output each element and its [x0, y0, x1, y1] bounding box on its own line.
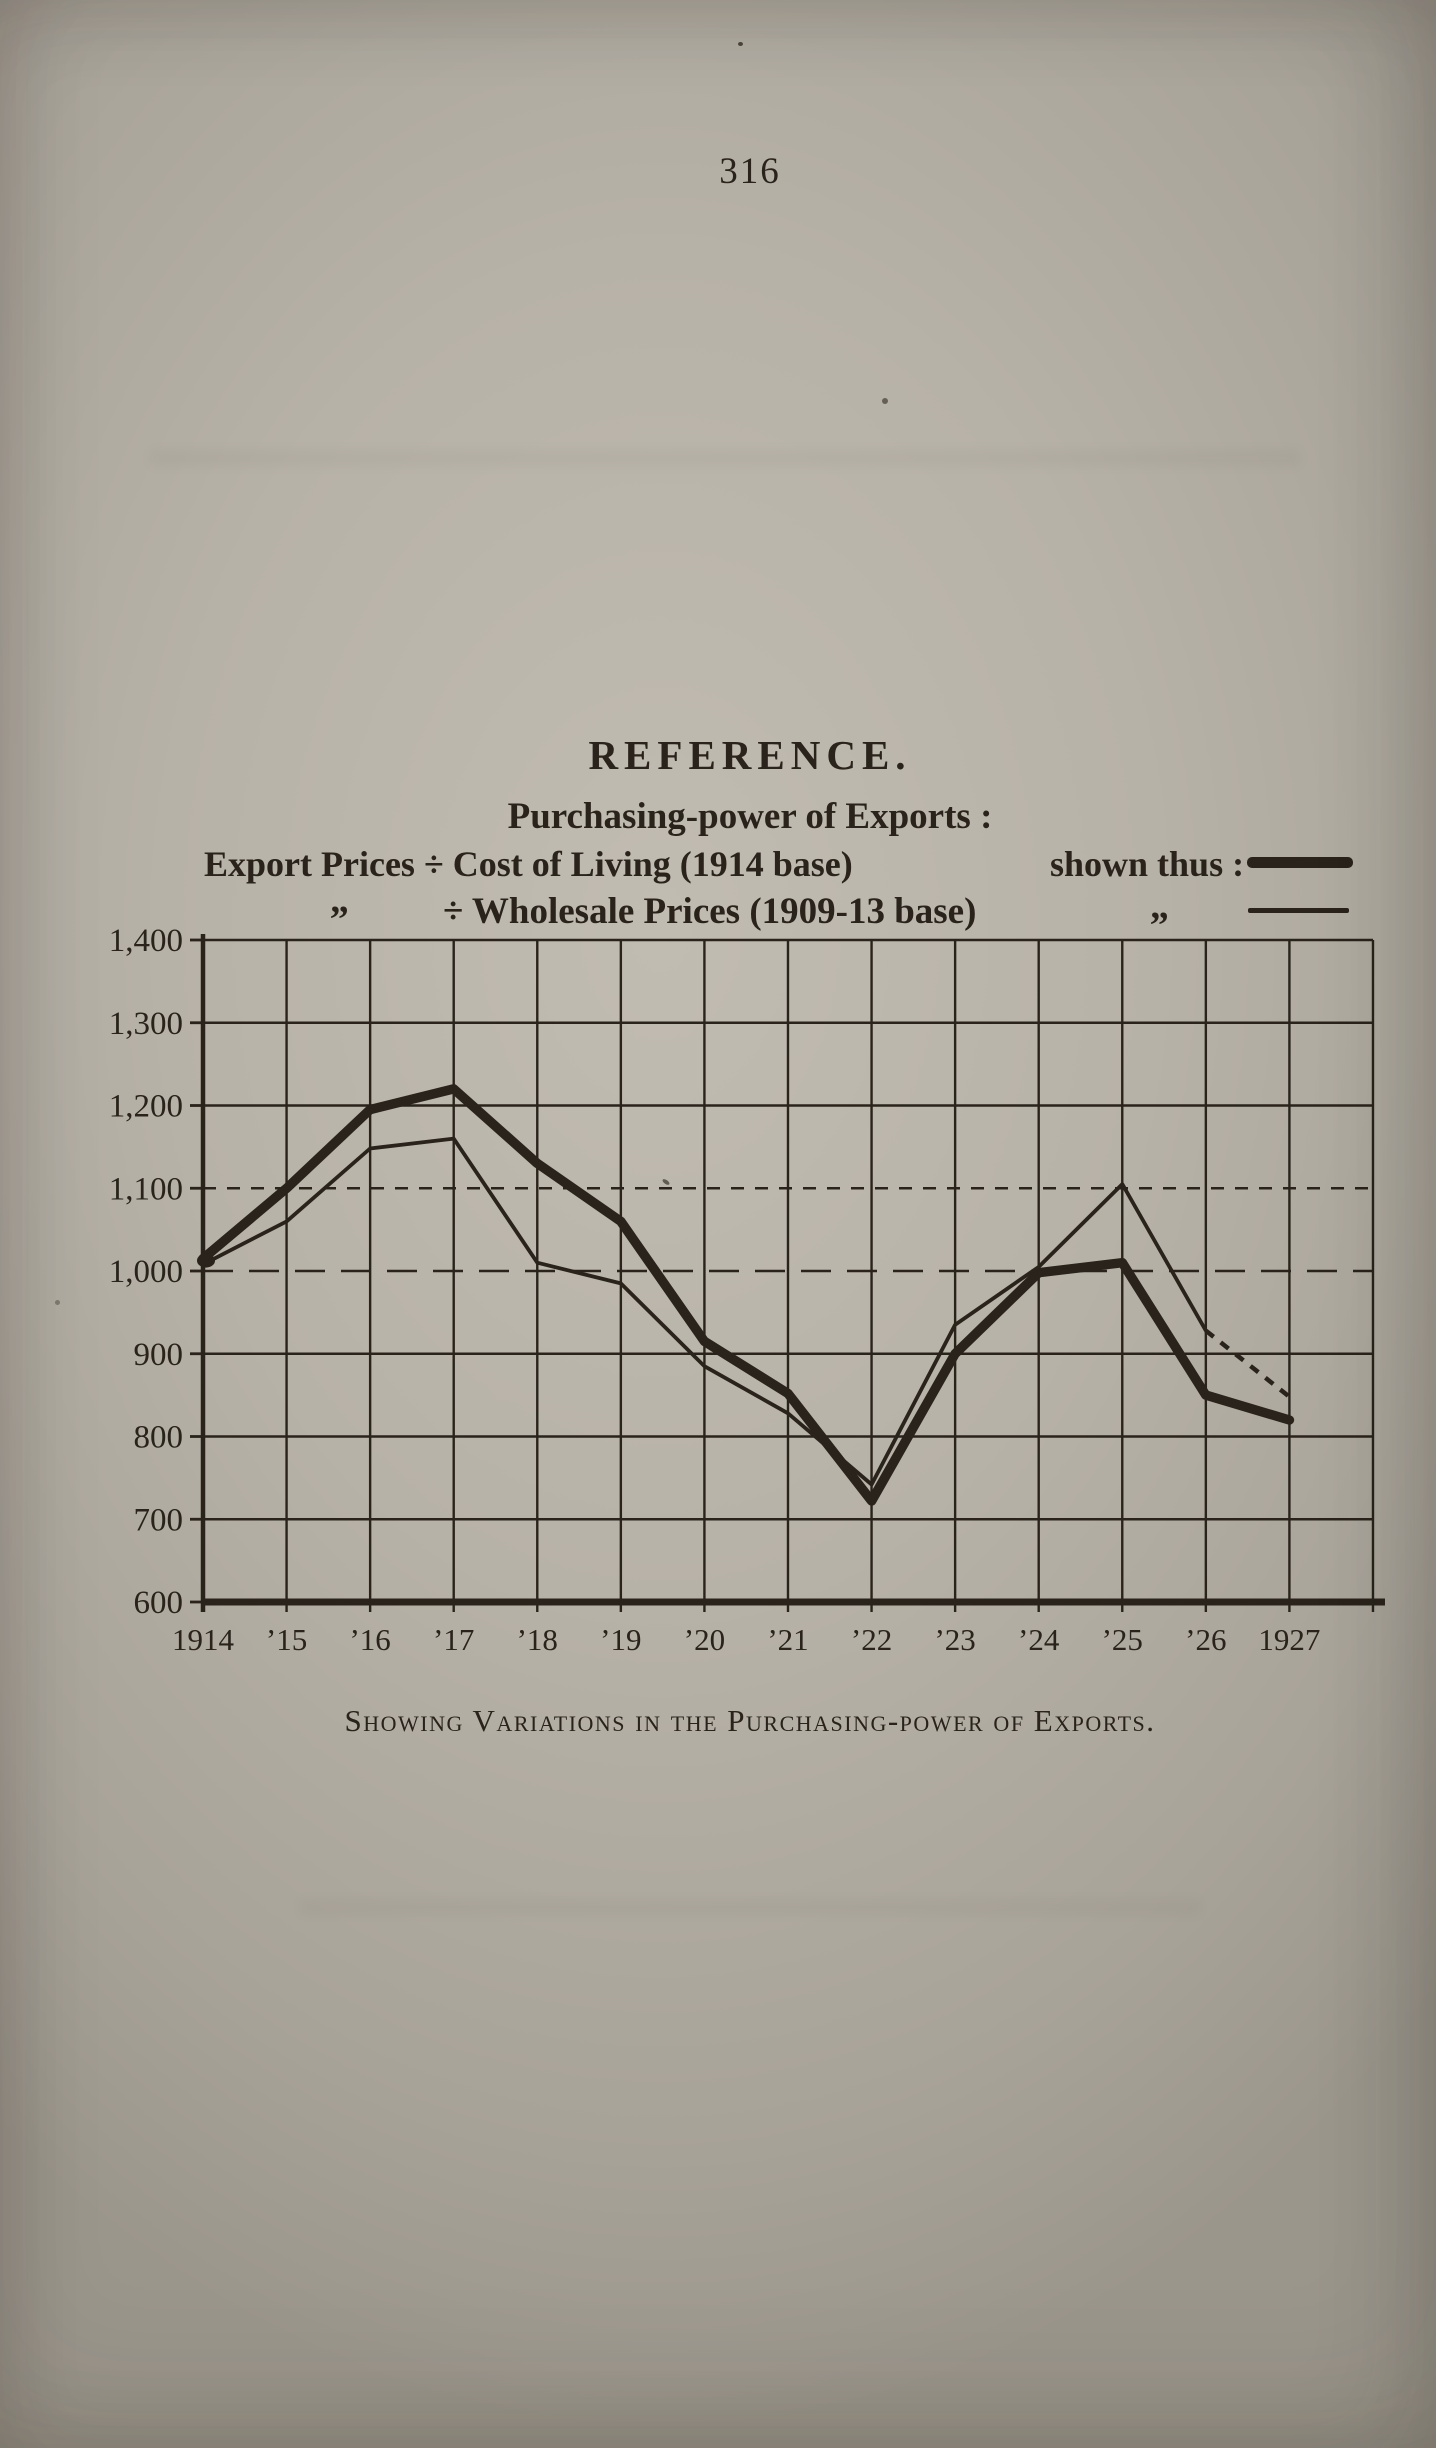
scan-speck [55, 1300, 60, 1305]
x-tick-label: ’23 [934, 1622, 976, 1657]
legend-ditto-mark-left: „ [330, 879, 349, 921]
page-number: 316 [719, 151, 781, 192]
purchasing-power-line-chart [80, 900, 1400, 1700]
chart-grid [190, 934, 1385, 1612]
legend-series-1-label: Export Prices ÷ Cost of Living (1914 base) [204, 844, 853, 884]
legend-thick-line-sample [1247, 857, 1353, 868]
y-tick-label: 1,300 [108, 1005, 183, 1042]
x-tick-label: ’22 [850, 1622, 893, 1657]
show-through-smudge [300, 1900, 1200, 1914]
x-axis-labels [172, 1622, 1320, 1657]
scan-speck [882, 398, 888, 404]
y-tick-label: 1,200 [108, 1088, 183, 1125]
x-tick-label: ’19 [600, 1622, 642, 1657]
x-tick-label: ’15 [265, 1622, 308, 1657]
reference-title: REFERENCE. [588, 732, 912, 778]
y-tick-label: 900 [133, 1336, 183, 1373]
y-tick-label: 1,000 [108, 1254, 183, 1290]
x-tick-label: ’16 [349, 1622, 391, 1657]
x-tick-label: ’17 [433, 1622, 475, 1657]
x-tick-label: ’25 [1101, 1622, 1143, 1657]
series-thick-line [197, 1089, 1289, 1501]
y-tick-label: 1,100 [108, 1171, 183, 1208]
x-tick-label: 1914 [172, 1622, 234, 1657]
series-thin-line [203, 1139, 1289, 1485]
x-tick-label: ’21 [767, 1622, 809, 1657]
y-tick-label: 1,400 [108, 923, 183, 959]
show-through-smudge [150, 450, 1300, 466]
scan-speck [738, 42, 743, 46]
chart-caption: Showing Variations in the Purchasing-power of Exports. [344, 1703, 1156, 1738]
y-tick-label: 600 [133, 1585, 183, 1621]
x-tick-label: ’18 [516, 1622, 558, 1657]
reference-subtitle: Purchasing-power of Exports : [507, 796, 993, 837]
x-tick-label: ’24 [1018, 1622, 1060, 1657]
legend-ditto-mark-right: „ [1150, 885, 1169, 927]
legend-shown-thus-label: shown thus : [1050, 844, 1245, 884]
x-tick-label: 1927 [1258, 1622, 1321, 1657]
y-axis-labels [109, 923, 183, 1621]
y-tick-label: 800 [133, 1419, 183, 1456]
y-tick-label: 700 [133, 1502, 183, 1539]
legend-series-2-label: ÷ Wholesale Prices (1909-13 base) [443, 891, 977, 932]
x-tick-label: ’26 [1185, 1622, 1227, 1657]
x-tick-label: ’20 [683, 1622, 726, 1657]
